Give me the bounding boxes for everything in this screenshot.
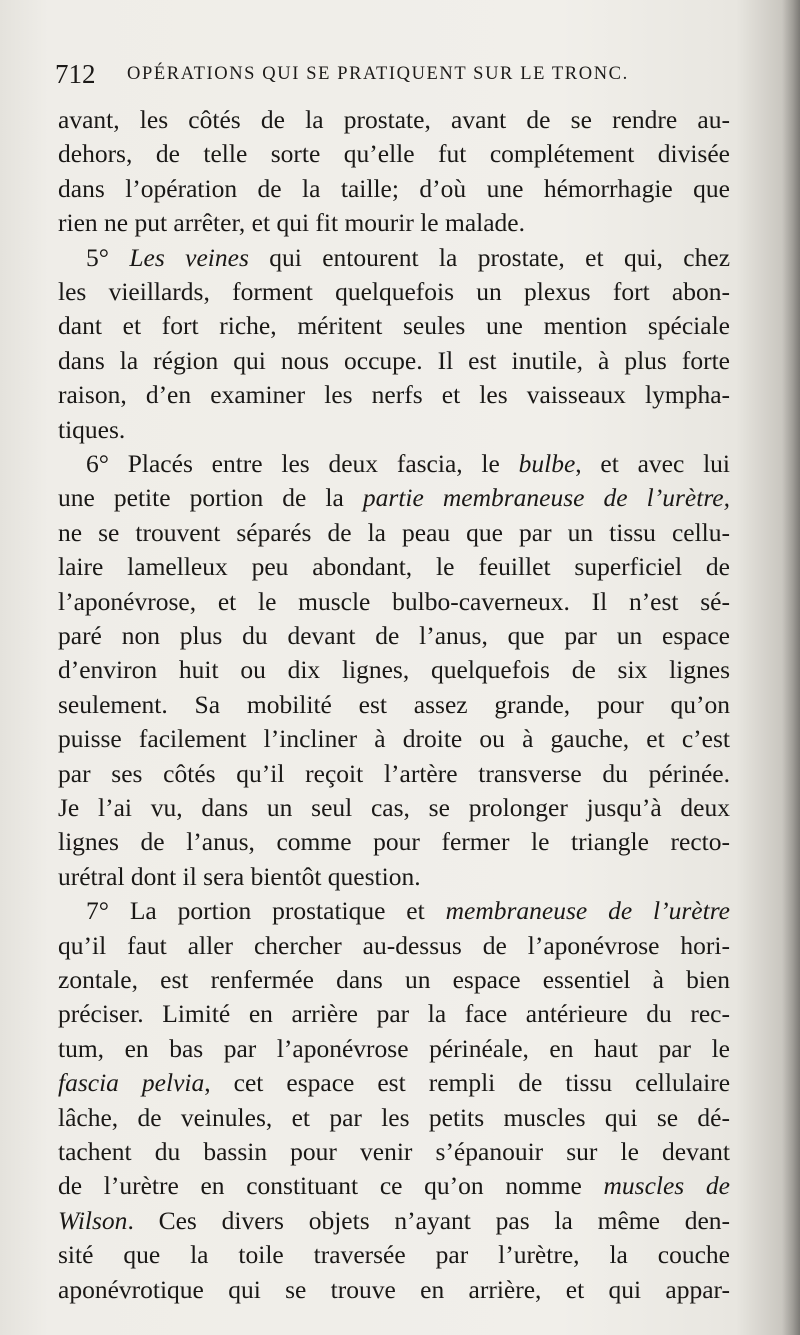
text-segment: , cet espace est rempli de tissu cellulaire xyxy=(204,1068,731,1098)
text-line xyxy=(58,618,730,654)
text-segment: laire lamelleux peu abondant, le feuillet superficiel de xyxy=(58,552,730,582)
italic-text: Wilson xyxy=(58,1205,128,1235)
running-title: OPÉRATIONS QUI SE PRATIQUENT SUR LE TRONC. xyxy=(127,64,629,84)
text-line xyxy=(58,1100,730,1136)
text-segment: seulement. Sa mobilité est assez grande, pour qu’on xyxy=(58,689,730,719)
text-segment: qui entourent la prostate, et qui, chez xyxy=(248,242,731,272)
text-line xyxy=(58,790,730,826)
text-segment: qu’il faut aller chercher au-dessus de l’aponévrose hori- xyxy=(58,930,730,960)
text-segment: une petite portion de la xyxy=(58,483,363,513)
text-line xyxy=(58,1134,730,1170)
italic-text: fascia pelvia xyxy=(58,1068,205,1098)
text-segment: tachent du bassin pour venir s’épanouir sur le devant xyxy=(58,1137,730,1166)
text-segment: , et avec lui xyxy=(575,449,730,478)
text-line xyxy=(58,136,730,172)
text-line xyxy=(58,1168,730,1204)
page-edge-shadow xyxy=(782,0,800,1335)
text-segment: dans l’opération de la taille; d’où une hémorrhagie que xyxy=(58,173,730,203)
italic-text: partie membraneuse de l’urètre, xyxy=(362,483,731,513)
text-line xyxy=(58,1203,730,1239)
text-line xyxy=(58,480,730,516)
italic-text: bulbe xyxy=(518,449,576,478)
text-line xyxy=(58,274,730,310)
text-line xyxy=(58,859,730,895)
text-line xyxy=(86,446,730,482)
text-segment: zontale, est renfermée dans un espace essentiel à bien xyxy=(58,965,730,994)
text-line xyxy=(58,205,730,241)
text-segment: paré non plus du devant de l’anus, que par un espace xyxy=(58,621,730,650)
text-line xyxy=(58,962,730,998)
text-segment: 7° La portion prostatique et xyxy=(86,896,446,926)
text-line xyxy=(58,308,730,344)
text-segment: lâche, de veinules, et par les petits muscles qui se dé- xyxy=(58,1102,730,1132)
text-line xyxy=(58,343,730,379)
text-segment: de l’urètre en constituant ce qu’on nomme xyxy=(58,1171,604,1201)
text-line xyxy=(58,1272,730,1308)
italic-text: muscles de xyxy=(603,1171,730,1201)
text-line xyxy=(58,721,730,757)
text-segment: rien ne put arrêter, et qui fit mourir le malade. xyxy=(58,208,525,238)
text-line xyxy=(58,928,730,964)
text-segment: dant et fort riche, méritent seules une mention spéciale xyxy=(58,311,730,341)
text-line xyxy=(58,756,730,792)
text-segment: ne se trouvent séparés de la peau que par un tissu cellu- xyxy=(58,517,730,547)
text-line xyxy=(58,1237,730,1273)
text-segment: dehors, de telle sorte qu’elle fut complétement divisée xyxy=(58,139,730,169)
text-segment: par ses côtés qu’il reçoit l’artère transverse du périnée. xyxy=(58,758,730,788)
text-line xyxy=(58,584,730,620)
text-segment: 6° Placés entre les deux fascia, le xyxy=(86,449,519,478)
text-segment: urétral dont il sera bientôt question. xyxy=(58,861,421,891)
text-line xyxy=(58,652,730,688)
text-line xyxy=(86,893,730,929)
text-segment: les vieillards, forment quelquefois un plexus fort abon- xyxy=(58,277,730,306)
text-line xyxy=(58,377,730,413)
page-number: 712 xyxy=(55,59,96,89)
italic-text: membraneuse de l’urètre xyxy=(445,896,730,926)
text-line xyxy=(58,1031,730,1067)
text-segment: sité que la toile traversée par l’urètre, la couche xyxy=(58,1240,730,1270)
text-segment: Je l’ai vu, dans un seul cas, se prolonger jusqu’à deux xyxy=(58,793,730,822)
text-line xyxy=(58,1065,730,1101)
text-line xyxy=(58,102,730,138)
running-head xyxy=(55,56,695,92)
text-segment: aponévrotique qui se trouve en arrière, et qui appar- xyxy=(58,1274,730,1304)
text-line xyxy=(58,515,730,551)
text-segment: . Ces divers objets n’ayant pas la même den- xyxy=(127,1205,730,1235)
text-line xyxy=(86,240,730,276)
text-segment: tum, en bas par l’aponévrose périnéale, en haut par le xyxy=(58,1033,730,1063)
text-segment: dans la région qui nous occupe. Il est inutile, à plus forte xyxy=(58,345,730,375)
text-segment: raison, d’en examiner les nerfs et les vaisseaux lympha- xyxy=(58,380,730,410)
italic-text: Les veines xyxy=(129,242,249,272)
text-segment: tiques. xyxy=(58,414,126,444)
text-segment: préciser. Limité en arrière par la face antérieure du rec- xyxy=(58,999,730,1029)
text-segment: puisse facilement l’incliner à droite ou à gauche, et c’est xyxy=(58,724,730,754)
text-line xyxy=(58,412,730,448)
text-line xyxy=(58,549,730,585)
text-segment: avant, les côtés de la prostate, avant de se rendre au- xyxy=(58,105,730,134)
text-line xyxy=(58,996,730,1032)
text-line xyxy=(58,171,730,207)
text-segment: d’environ huit ou dix lignes, quelquefois de six lignes xyxy=(58,655,730,685)
text-segment: 5° xyxy=(86,242,130,272)
text-segment: lignes de l’anus, comme pour fermer le triangle recto- xyxy=(58,827,730,857)
text-line xyxy=(58,687,730,723)
text-segment: l’aponévrose, et le muscle bulbo-caverneux. Il n’est sé- xyxy=(58,586,730,616)
text-line xyxy=(58,824,730,860)
